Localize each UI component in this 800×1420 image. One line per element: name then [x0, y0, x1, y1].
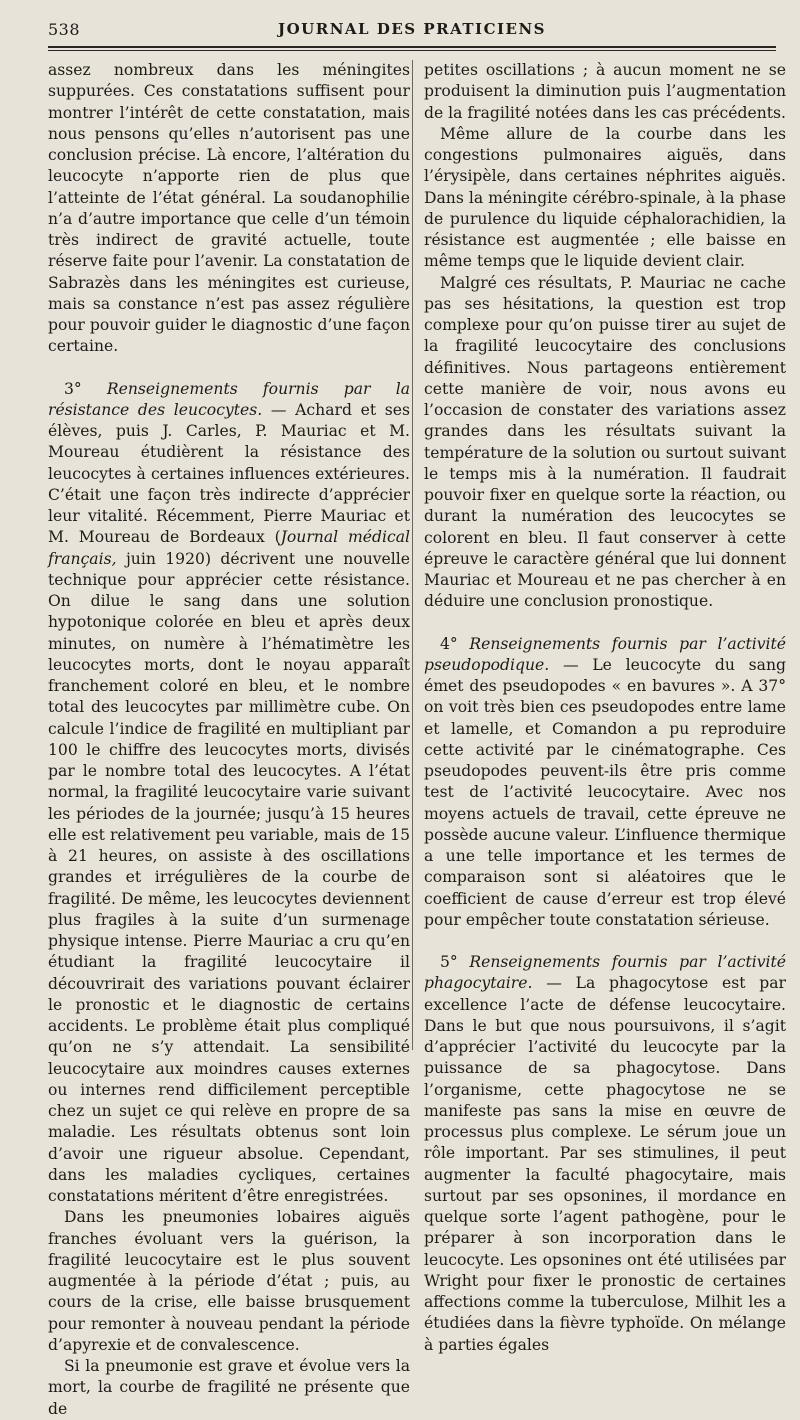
section-5	[424, 952, 786, 1356]
section-text-continued: juin 1920) décrivent une nouvelle technique pour apprécier cette résistance. On dilue le sang dans une solution hypotonique colorée en bleu et après deux minutes, on numère à l’hématimètre les leucocytes morts, dont le noyau apparaît franchement coloré en bleu, et le nombre total des leucocytes par millimètre cube. On calcule l’indice de fragilité en multipliant par 100 le chiffre des leucocytes morts, divisés par le nombre total des leucocytes. A l’état normal, la fragilité leucocytaire varie suivant les périodes de la journée; jusqu’à 15 heures elle est relativement peu variable, mais de 15 à 21 heures, on assiste à des oscillations grandes et irrégulières de la courbe de fragilité. De même, les leucocytes deviennent plus fragiles à la suite d’un surmenage physique intense. Pierre Mauriac a cru qu’en étudiant la fragilité leucocytaire il découvrirait des variations pouvant éclairer le pronostic et le diagnostic de certains accidents. Le problème était plus compliqué qu’on ne s’y attendait. La sensibilité leucocytaire aux moindres causes externes ou internes rend difficilement perceptible chez un sujet ce qui relève en propre de sa maladie. Les résultats obtenus sont loin d’avoir une rigueur absolue. Cependant, dans les maladies cycliques, certaines constatations méritent d’être enregistrées.	[48, 549, 410, 1205]
section-number: 3°	[64, 379, 107, 398]
paragraph: Même allure de la courbe dans les congestions pulmonaires aiguës, dans l’érysipèle, dans certaines néphrites aiguës. Dans la méningite cérébro-spinale, à la phase de purulence du liquide céphalorachidien, la résistance est augmentée ; elle baisse en même temps que le liquide devient clair.	[424, 124, 786, 271]
section-number: 4°	[440, 634, 470, 653]
paragraph: Dans les pneumonies lobaires aiguës franches évoluant vers la guérison, la fragilité leucocytaire est le plus souvent augmentée à la période d’état ; puis, au cours de la crise, elle baisse brusquement pour remonter à nouveau pendant la période d’apyrexie et de convalescence.	[48, 1208, 410, 1354]
section-4	[424, 634, 786, 932]
header-rule-thin	[48, 50, 776, 51]
section-3	[48, 379, 410, 1208]
paragraph: Malgré ces résultats, P. Mauriac ne cache pas ses hésitations, la question est trop complexe pour qu’on puisse tirer au sujet de la fragilité leucocytaire des conclusions définitives. Nous partageons entièrement cette manière de voir, nous avons eu l’occasion de constater des variations assez grandes dans les résultats suivant la température de la solution ou surtout suivant le temps mis à la numération. Il faudrait pouvoir fixer en quelque sorte la réaction, ou durant la numération des leucocytes se colorent en bleu. Il faut conserver à cette épreuve le caractère général que lui donnent Mauriac et Moureau et ne pas chercher à en déduire une conclusion pronostique.	[424, 273, 786, 611]
page-header	[48, 20, 776, 44]
section-text: — Achard et ses élèves, puis J. Carles, P. Mauriac et M. Moureau étudièrent la résistance des leucocytes à certaines influences extérieures. C’était une façon très indirecte d’apprécier leur vitalité. Récemment, Pierre Mauriac et M. Moureau de Bordeaux (	[48, 400, 411, 547]
right-column	[424, 60, 786, 1356]
header-rule	[48, 46, 776, 48]
journal-title: JOURNAL DES PRATICIENS	[278, 20, 546, 38]
section-title: Renseignements fournis par la résistance des leucocytes.	[48, 379, 410, 419]
section-text: — Le leucocyte du sang émet des pseudopodes « en bavures ». A 37° on voit très bien ces pseudopodes entre lame et lamelle, et Comandon a pu reproduire cette activité par le cinématographe. Ces pseudopodes peuvent-ils être pris comme test de l’activité leucocytaire. Avec nos moyens actuels de travail, cette épreuve ne possède aucune valeur. L’influence thermique a une telle importance et les termes de comparaison sont si aléatoires que le coefficient de cause d’erreur est trop élevé pour empêcher toute constatation sérieuse.	[424, 655, 786, 929]
section-title: Renseignements fournis par l’activité pseudopodique.	[424, 634, 786, 674]
paragraph: assez nombreux dans les méningites suppurées. Ces constatations suffisent pour montrer l’intérêt de cette constatation, mais nous pensons qu’elles n’autorisent pas une conclusion précise. Là encore, l’altération du leucocyte n’apporte rien de plus que l’atteinte de l’état général. La soudanophilie n’a d’autre importance que celle d’un témoin très indirect de gravité actuelle, toute réserve faite pour l’avenir. La constatation de Sabrazès dans les méningites est curieuse, mais sa constance n’est pas assez régulière pour pouvoir guider le diagnostic d’une façon certaine.	[48, 61, 410, 356]
section-text: — La phagocytose est par excellence l’acte de défense leucocytaire. Dans le but que nous poursuivons, il s’agit d’apprécier l’activité du leucocyte par la puissance de sa phagocytose. Dans l’organisme, cette phagocytose ne se manifeste pas sans la mise en œuvre de processus plus complexe. Le sérum joue un rôle important. Par ses stimulines, il peut augmenter la faculté phagocytaire, mais surtout par ses opsonines, il mordance en quelque sorte l’agent pathogène, pour le préparer à son incorporation dans le leucocyte. Les opsonines ont été utilisées par Wright pour fixer le pronostic de certaines affections comme la tuberculose, Milhit les a étudiées dans la fièvre typhoïde. On mélange à parties égales	[424, 974, 786, 1354]
left-column	[48, 60, 410, 1420]
page-number: 538	[48, 20, 81, 39]
journal-citation: Journal médical français,	[48, 528, 410, 568]
paragraph: petites oscillations ; à aucun moment ne se produisent la diminution puis l’augmentation de la fragilité notées dans les cas précédents.	[424, 61, 786, 122]
section-title: Renseignements fournis par l’activité phagocytaire.	[424, 953, 786, 993]
paragraph: Si la pneumonie est grave et évolue vers la mort, la courbe de fragilité ne présente que de	[48, 1357, 410, 1418]
section-number: 5°	[440, 953, 470, 971]
column-divider	[412, 60, 413, 1050]
